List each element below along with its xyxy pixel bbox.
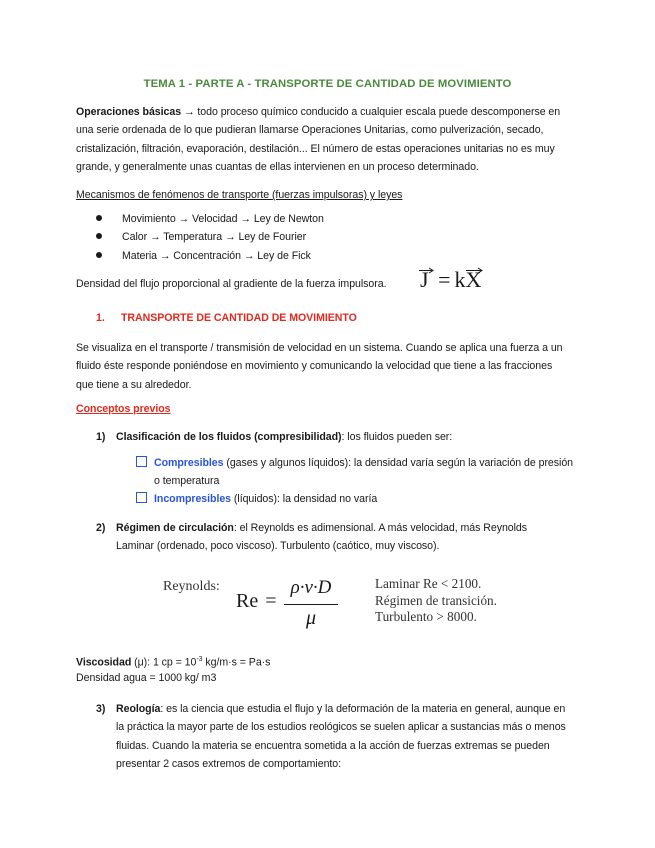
concept-1-rest: : los fluidos pueden ser: [341, 431, 453, 443]
section-1-line-3: que tiene a su alrededor. [76, 378, 192, 391]
concept-3-line-1: : es la ciencia que estudia el flujo y la deformación de la materia en general, aunque en [160, 703, 566, 715]
bullet-icon [96, 233, 102, 239]
reynolds-numerator: ρ·v·D [290, 577, 332, 598]
concept-3-line-2: la práctica la mayor parte de los estudios reológicos se suelen aplicar a sustancias más o menos [116, 721, 566, 734]
intro-arrow: → [183, 106, 195, 118]
concept-2-term: Régimen de circulación [116, 522, 234, 534]
concept-item-2 [96, 519, 576, 556]
densidad-agua-line: Densidad agua = 1000 kg/ m3 [76, 672, 217, 684]
section-1-line-1: Se visualiza en el transporte / transmisión de velocidad en un sistema. Cuando se aplica una fuerza a un [76, 342, 563, 354]
concept-item-1 [96, 428, 452, 446]
viscosidad-line: Viscosidad (μ): 1 cp = $10^{-3}$ kg/m·s = Pa·s [76, 656, 271, 669]
list-item: Movimiento → Velocidad → Ley de Newton [96, 210, 324, 228]
reynolds-regimes [375, 576, 497, 626]
incompresibles-line-1: (líquidos): la densidad no varía [231, 493, 378, 505]
compresibles-line-2: o temperatura [154, 475, 220, 488]
intro-paragraph [76, 103, 576, 177]
concept-3-line-4: presentar 2 casos extremos de comportamiento: [116, 758, 342, 771]
compresibles-term: Compresibles [154, 457, 224, 469]
reynolds-lhs: Re = [236, 590, 277, 612]
concept-3-term: Reología [116, 703, 161, 715]
conceptos-heading: Conceptos previos [76, 403, 171, 415]
intro-line-4: grande, y generalmente unas cuantas de ellas intervienen en un proceso determinado. [76, 161, 479, 174]
viscosidad-term: Viscosidad [76, 656, 132, 669]
bullet-icon [96, 215, 102, 221]
concept-2-number: 2) [96, 522, 106, 534]
section-1-line-2: fluido éste responde poniéndose en movimiento y comunicando la velocidad que tiene a las fracciones [76, 360, 553, 373]
concept-3-line-3: fluidas. Cuando la materia se encuentra sometida a la acción de fuerzas extremas se pueden [116, 739, 550, 752]
fraction-bar [284, 604, 338, 605]
reynolds-denominator: μ [305, 607, 317, 629]
regime-laminar: Laminar Re < 2100. [375, 576, 482, 591]
vector-arrow-icon [465, 267, 484, 274]
concept-2-line-1: : el Reynolds es adimensional. A más velocidad, más Reynolds [233, 522, 528, 534]
checkbox-icon [136, 456, 147, 467]
compresibles-item [136, 454, 576, 491]
flux-k: k [454, 267, 466, 292]
page-title: TEMA 1 - PARTE A - TRANSPORTE DE CANTIDAD DE MOVIMIENTO [143, 78, 512, 90]
intro-term: Operaciones básicas [76, 106, 182, 118]
list-item: Calor → Temperatura → Ley de Fourier [96, 228, 324, 246]
intro-line-3: cristalización, filtración, evaporación, destilación... El número de estas operaciones unitarias no es muy [76, 142, 555, 155]
bullet-icon [96, 252, 102, 258]
flux-equals: = [438, 267, 451, 292]
flux-j-vector: J [420, 265, 429, 295]
intro-line-1: todo proceso químico conducido a cualquier escala puede descomponerse en [197, 106, 561, 118]
vector-arrow-icon [418, 267, 435, 274]
mechanisms-heading: Mecanismos de fenómenos de transporte (fuerzas impulsoras) y leyes [76, 189, 403, 201]
regime-transition: Régimen de transición. [375, 592, 497, 608]
density-text: Densidad del flujo proporcional al gradiente de la fuerza impulsora. [76, 278, 387, 290]
flux-x-vector: X [465, 265, 481, 295]
intro-line-2: una serie ordenada de lo que pudieran llamarse Operaciones Unitarias, como pulverización, secado, [76, 124, 544, 137]
section-1-title: TRANSPORTE DE CANTIDAD DE MOVIMIENTO [121, 312, 357, 324]
concept-3-number: 3) [96, 703, 106, 715]
concept-item-3 [96, 700, 581, 774]
section-1-paragraph [76, 339, 576, 394]
concept-1-number: 1) [96, 431, 106, 443]
reynolds-label: Reynolds: [163, 579, 220, 594]
concept-2-line-2: Laminar (ordenado, poco viscoso). Turbulento (caótico, muy viscoso). [116, 540, 440, 553]
section-1-heading [96, 309, 357, 327]
concept-1-term: Clasificación de los fluidos (compresibilidad) [116, 431, 342, 443]
mechanisms-list [96, 210, 324, 265]
regime-turbulent: Turbulento > 8000. [375, 609, 477, 624]
flux-formula [420, 265, 481, 295]
incompresibles-item [136, 490, 576, 508]
list-item: Materia → Concentración → Ley de Fick [96, 247, 324, 265]
checkbox-icon [136, 492, 147, 503]
incompresibles-term: Incompresibles [154, 493, 232, 505]
compresibles-line-1: (gases y algunos líquidos): la densidad varía según la variación de presión [223, 457, 574, 469]
section-1-number: 1. [96, 312, 105, 324]
